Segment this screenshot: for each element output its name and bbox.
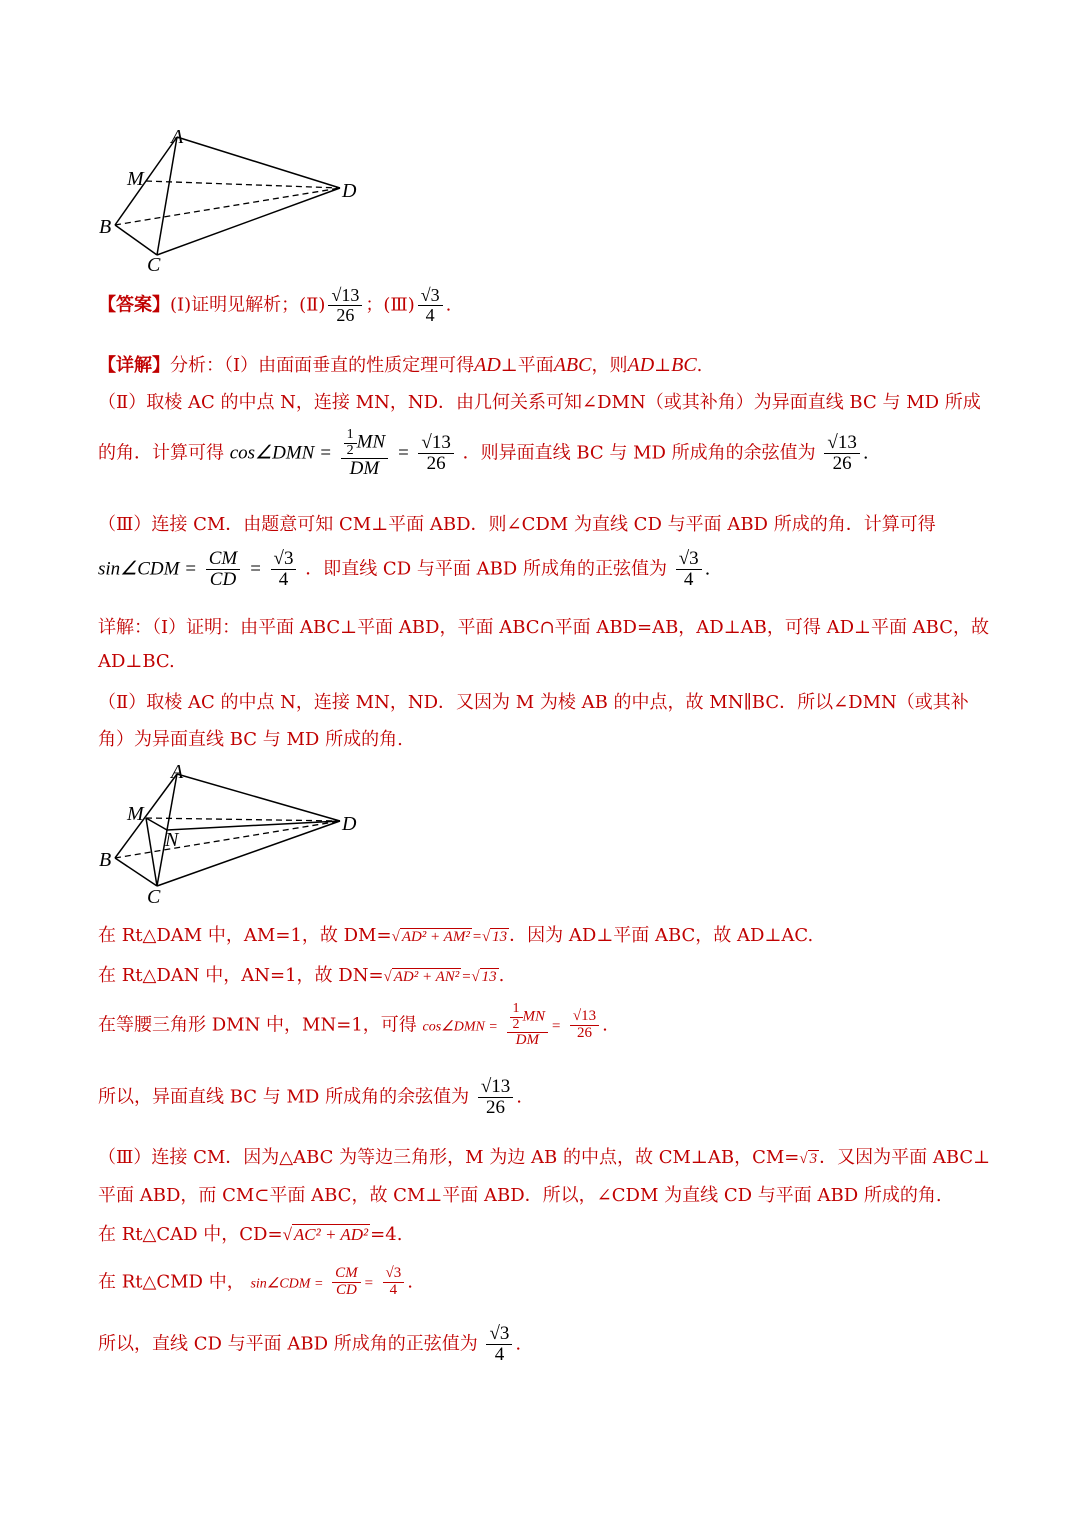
vertex-label-C: C [147, 254, 161, 276]
proof-sin-fraction: $\frac{CM}{CD}$ [332, 1266, 361, 1299]
proof-l13-end: . [515, 1333, 522, 1355]
proof-l11-b: =4. [370, 1224, 403, 1245]
vertex-label-N: N [165, 829, 179, 851]
proof-l8-end: . [516, 1086, 522, 1108]
formula-sin-fraction: $\frac{CM}{CD}$ [206, 549, 241, 590]
vertex-label-C: C [147, 886, 161, 908]
formula-cos-fraction: $\frac{1}{2}$ MN DM [341, 428, 389, 479]
answer-fraction-2: $\frac{√13}{26}$ [328, 286, 362, 325]
proof-cos-fraction: $\frac{1}{2}$ MN DM [507, 1002, 549, 1049]
detail-perp: ⊥ [500, 355, 518, 376]
formula-cm-value: √ 3 [799, 1151, 818, 1167]
proof-line-11 [98, 1220, 402, 1246]
detail-tag: 【详解】 [98, 355, 170, 376]
proof-l12-end: . [407, 1271, 413, 1293]
proof-line-10: 平面 ABD，而 CM⊂平面 ABC，故 CM⊥平面 ABD．所以，∠CDM 为直线 CD 与平面 ABD 所成的角. [98, 1185, 942, 1206]
detail-sin-answer: $\frac{√3}{4}$ [676, 549, 702, 590]
proof-l8-a: 所以，异面直线 BC 与 MD 所成角的余弦值为 [98, 1086, 470, 1108]
proof-l12-a: 在 Rt△CMD 中， [98, 1271, 245, 1293]
proof-l5-a: 在 Rt△DAM 中，AM=1，故 DM= [98, 925, 392, 946]
answer-part1: (Ⅰ)证明见解析；(Ⅱ) [170, 294, 326, 316]
detail-line-4: （Ⅲ）连接 CM．由题意可知 CM⊥平面 ABD．则∠CDM 为直线 CD 与平面 ABD 所成的角．计算可得 [98, 514, 936, 535]
figure-tetrahedron-2 [95, 758, 365, 908]
formula-eq: = [396, 442, 410, 464]
proof-sin-answer: $\frac{√3}{4}$ [486, 1324, 512, 1365]
eq-sin2: = [363, 1275, 374, 1292]
proof-line-13 [98, 1324, 521, 1365]
vertex-label-B: B [99, 216, 112, 238]
vertex-label-D: D [342, 180, 357, 202]
proof-l6-a: 在 Rt△DAN 中，AN=1，故 DN= [98, 965, 384, 986]
proof-line-8 [98, 1077, 522, 1118]
proof-l13-a: 所以，直线 CD 与平面 ABD 所成角的正弦值为 [98, 1333, 478, 1355]
proof-l7-end: . [602, 1014, 608, 1036]
proof-line-3: （Ⅱ）取棱 AC 的中点 N，连接 MN，ND．又因为 M 为棱 AB 的中点，故 MN∥BC．所以∠DMN（或其补 [98, 692, 969, 713]
proof-sin-value: $\frac{√3}{4}$ [383, 1266, 405, 1299]
proof-line-7 [98, 1002, 608, 1049]
answer-tag: 【答案】 [98, 294, 170, 316]
proof-l6-end: . [498, 965, 505, 986]
detail-perp-2: ⊥ [654, 355, 672, 376]
vertex-label-D: D [342, 813, 357, 835]
detail-l5-b: ．即直线 CD 与平面 ABD 所成角的正弦值为 [305, 558, 667, 580]
answer-part2: ；(Ⅲ) [365, 294, 415, 316]
proof-l11-a: 在 Rt△CAD 中，CD= [98, 1224, 283, 1245]
answer-end: . [445, 294, 452, 316]
formula-cd-sqrt: √ AC² + AD² [282, 1225, 369, 1244]
proof-cos-answer: $\frac{√13}{26}$ [478, 1077, 513, 1118]
formula-dm-value: √ 13 [481, 929, 508, 945]
detail-period: . [696, 355, 703, 376]
proof-line-2: AD⊥BC. [98, 651, 175, 672]
formula-cos-label: cos∠DMN = [229, 442, 332, 464]
vertex-label-B: B [99, 849, 112, 871]
vertex-label-A: A [171, 761, 184, 783]
detail-AD: AD [474, 354, 501, 376]
detail-line-2: （Ⅱ）取棱 AC 的中点 N，连接 MN，ND．由几何关系可知∠DMN（或其补角）为异面直线 BC 与 MD 所成 [98, 392, 981, 413]
proof-line-4: 角）为异面直线 BC 与 MD 所成的角. [98, 729, 403, 750]
detail-l3-b: ．则异面直线 BC 与 MD 所成角的余弦值为 [462, 442, 816, 464]
proof-l9-a: （Ⅲ）连接 CM．因为△ABC 为等边三角形，M 为边 AB 的中点，故 CM⊥AB，CM= [98, 1147, 800, 1168]
vertex-label-A: A [171, 126, 184, 148]
formula-dn-sqrt: √ AD² + AN² [383, 969, 460, 985]
detail-l1-b: 平面 [517, 355, 554, 376]
detail-l3-a: 的角．计算可得 [98, 442, 224, 464]
proof-line-1: 详解：（Ⅰ）证明：由平面 ABC⊥平面 ABD，平面 ABC∩平面 ABD=AB，AD⊥AB，可得 AD⊥平面 ABC，故 [98, 617, 990, 638]
answer-line [98, 286, 451, 325]
detail-line-5: sin∠CDM = $\frac{CM}{CD}$ = $\frac{√3}{4}$ ．即直线 CD 与平面 ABD 所成角的正弦值为 $\frac{√3}{4}$ . [98, 548, 711, 590]
formula-sin-label: sin∠CDM = [98, 558, 197, 580]
figure-tetrahedron-1 [95, 125, 365, 280]
proof-line-12 [98, 1266, 413, 1299]
proof-sin-label: sin∠CDM = [250, 1276, 324, 1292]
detail-l1-a: 分析：（Ⅰ）由面面垂直的性质定理可得 [170, 355, 475, 376]
proof-l5-b: ．因为 AD⊥平面 ABC，故 AD⊥AC. [509, 925, 814, 946]
detail-l1-c: ，则 [591, 355, 628, 376]
proof-line-5 [98, 921, 813, 947]
formula-cos-value: $\frac{√13}{26}$ [418, 433, 453, 474]
answer-fraction-3: $\frac{√3}{4}$ [418, 286, 443, 325]
proof-line-9 [98, 1143, 990, 1169]
proof-l7-a: 在等腰三角形 DMN 中，MN=1，可得 [98, 1014, 417, 1036]
formula-dm-sqrt: √ AD² + AM² [391, 929, 470, 945]
eq-dm: = [471, 929, 482, 945]
proof-cos-label: cos∠DMN = [422, 1019, 498, 1035]
formula-dn-value: √ 13 [471, 969, 497, 985]
proof-l9-b: ．又因为平面 ABC⊥ [819, 1147, 991, 1168]
proof-line-6 [98, 961, 504, 987]
detail-ABC: ABC [553, 354, 592, 376]
detail-BC: BC [671, 354, 697, 376]
detail-line-1 [98, 351, 702, 377]
detail-cos-answer: $\frac{√13}{26}$ [824, 433, 859, 474]
eq-cos2: = [551, 1018, 562, 1035]
vertex-label-M: M [127, 803, 144, 825]
vertex-label-M: M [127, 168, 144, 190]
formula-sin-value: $\frac{√3}{4}$ [271, 549, 297, 590]
eq-dn: = [461, 969, 472, 985]
proof-cos-value: $\frac{√13}{26}$ [570, 1009, 599, 1042]
detail-AD-2: AD [627, 354, 655, 376]
detail-line-3: 的角．计算可得 cos∠DMN = $\frac{1}{2}$ MN DM = $\frac{√13}{26}$ ．则异面直线 BC 与 MD 所成角的余弦值为 $\frac{√13}{26}$ . [98, 427, 869, 480]
formula-eq-2: = [248, 558, 262, 580]
